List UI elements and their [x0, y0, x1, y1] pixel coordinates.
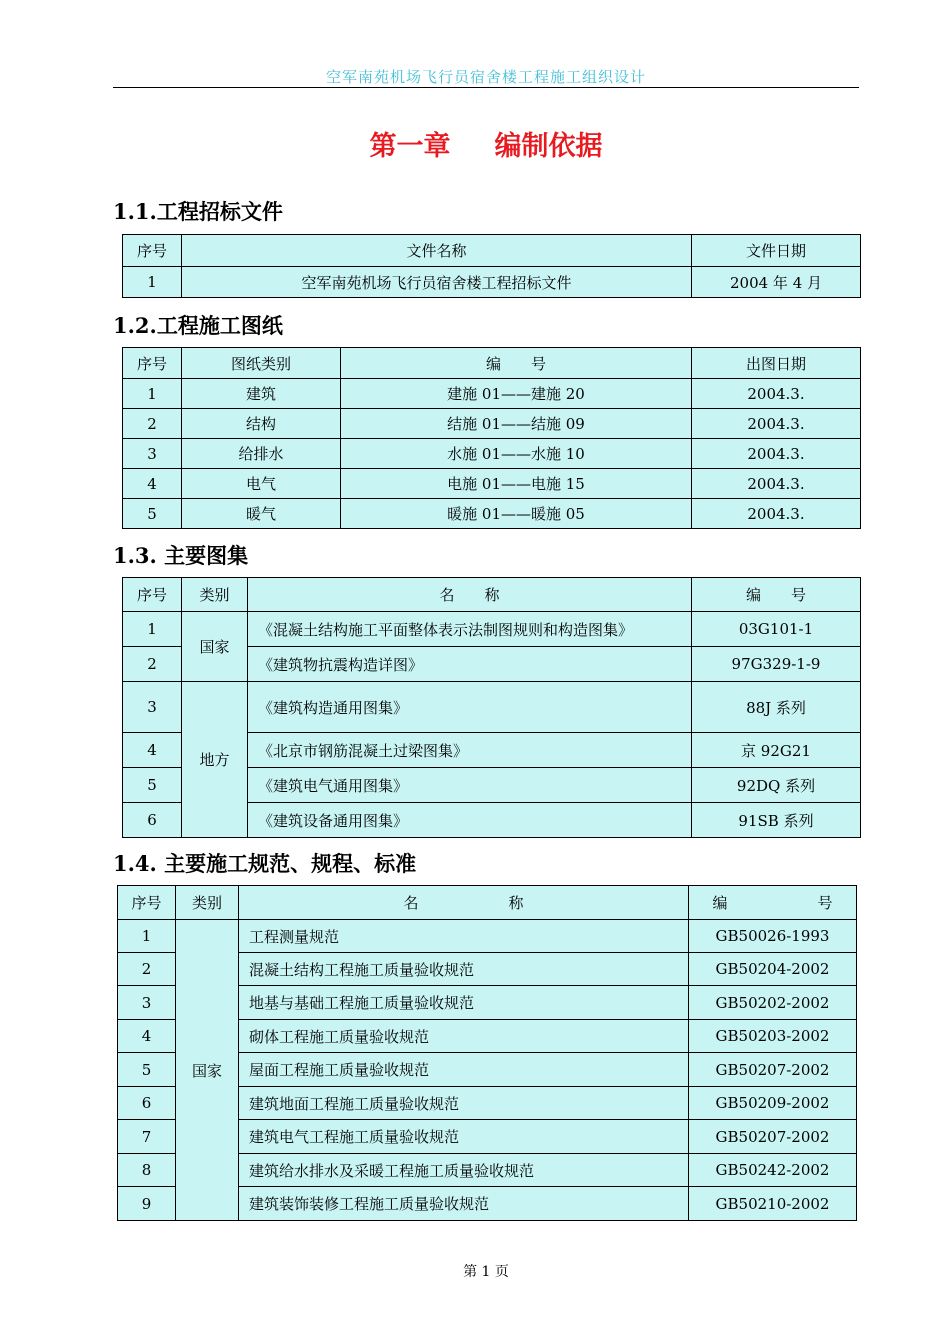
standard-name: 混凝土结构工程施工质量验收规范: [239, 953, 689, 986]
table-row: [118, 920, 857, 953]
drawing-date: 2004.3.: [692, 469, 861, 499]
atlas-name: 《建筑设备通用图集》: [248, 803, 692, 838]
row-number: 6: [123, 803, 182, 838]
chapter-title: [113, 124, 859, 163]
table-row: [123, 379, 861, 409]
row-number: 1: [123, 612, 182, 647]
standard-name: 工程测量规范: [239, 920, 689, 953]
table-header-row: [123, 235, 861, 267]
chapter-name: 编制依据: [494, 131, 603, 162]
header-rule: [113, 87, 859, 88]
document-name: 空军南苑机场飞行员宿舍楼工程招标文件: [182, 267, 692, 298]
row-number: 8: [118, 1154, 176, 1187]
standard-code: GB50204-2002: [689, 953, 857, 986]
table-row: [123, 409, 861, 439]
atlas-name: 《建筑构造通用图集》: [248, 682, 692, 733]
drawing-code: 水施 01——水施 10: [341, 439, 692, 469]
column-header: 文件名称: [182, 235, 692, 267]
table-row: [123, 439, 861, 469]
drawing-date: 2004.3.: [692, 439, 861, 469]
column-header: 名 称: [239, 886, 689, 920]
bid-documents-table: [122, 234, 861, 298]
row-number: 4: [118, 1020, 176, 1053]
drawing-type: 电气: [182, 469, 341, 499]
standard-name: 砌体工程施工质量验收规范: [239, 1020, 689, 1053]
column-header: 编 号: [692, 578, 861, 612]
column-header: 类别: [176, 886, 239, 920]
row-number: 5: [123, 768, 182, 803]
standard-name: 屋面工程施工质量验收规范: [239, 1053, 689, 1087]
standard-name: 建筑装饰装修工程施工质量验收规范: [239, 1187, 689, 1221]
row-number: 1: [123, 267, 182, 298]
atlas-code: 88J 系列: [692, 682, 861, 733]
row-number: 4: [123, 733, 182, 768]
row-number: 5: [123, 499, 182, 529]
column-header: 类别: [182, 578, 248, 612]
atlas-code: 97G329-1-9: [692, 647, 861, 682]
atlas-name: 《建筑电气通用图集》: [248, 768, 692, 803]
column-header: 序号: [118, 886, 176, 920]
standard-code: GB50026-1993: [689, 920, 857, 953]
section-heading-1-4: 1.4. 主要施工规范、规程、标准: [113, 851, 417, 876]
section-heading-1-3: 1.3. 主要图集: [113, 543, 249, 568]
standard-code: GB50207-2002: [689, 1120, 857, 1154]
chapter-number: 第一章: [369, 131, 451, 162]
column-header: 编 号: [341, 348, 692, 379]
standard-name: 建筑给水排水及采暖工程施工质量验收规范: [239, 1154, 689, 1187]
table-row: [123, 499, 861, 529]
column-header: 序号: [123, 578, 182, 612]
standard-code: GB50210-2002: [689, 1187, 857, 1221]
drawing-type: 建筑: [182, 379, 341, 409]
row-number: 5: [118, 1053, 176, 1087]
row-number: 6: [118, 1087, 176, 1120]
row-number: 1: [123, 379, 182, 409]
atlas-name: 《建筑物抗震构造详图》: [248, 647, 692, 682]
drawing-code: 电施 01——电施 15: [341, 469, 692, 499]
standard-name: 建筑电气工程施工质量验收规范: [239, 1120, 689, 1154]
drawing-code: 暖施 01——暖施 05: [341, 499, 692, 529]
column-header: 编 号: [689, 886, 857, 920]
standards-table: [117, 885, 857, 1221]
drawing-type: 结构: [182, 409, 341, 439]
page-header: 空军南苑机场飞行员宿舍楼工程施工组织设计: [325, 68, 646, 86]
column-header: 序号: [123, 348, 182, 379]
column-header: 文件日期: [692, 235, 861, 267]
standard-name: 地基与基础工程施工质量验收规范: [239, 986, 689, 1020]
column-header: 出图日期: [692, 348, 861, 379]
drawing-type: 给排水: [182, 439, 341, 469]
drawing-code: 结施 01——结施 09: [341, 409, 692, 439]
row-number: 2: [118, 953, 176, 986]
section-heading-1-2: 1.2.工程施工图纸: [113, 313, 283, 338]
row-number: 9: [118, 1187, 176, 1221]
drawing-code: 建施 01——建施 20: [341, 379, 692, 409]
page-number: 第 1 页: [463, 1264, 509, 1280]
column-header: 名 称: [248, 578, 692, 612]
table-header-row: [118, 886, 857, 920]
column-header: 序号: [123, 235, 182, 267]
row-number: 2: [123, 409, 182, 439]
standard-code: GB50209-2002: [689, 1087, 857, 1120]
table-row: [123, 682, 861, 733]
atlas-name: 《北京市钢筋混凝土过梁图集》: [248, 733, 692, 768]
atlas-code: 91SB 系列: [692, 803, 861, 838]
category-cell: 国家: [176, 920, 239, 1221]
category-cell: 国家: [182, 612, 248, 682]
atlas-code: 92DQ 系列: [692, 768, 861, 803]
atlas-name: 《混凝土结构施工平面整体表示法制图规则和构造图集》: [248, 612, 692, 647]
section-heading-1-1: 1.1.工程招标文件: [113, 199, 283, 224]
atlas-code: 03G101-1: [692, 612, 861, 647]
atlas-table: [122, 577, 861, 838]
row-number: 2: [123, 647, 182, 682]
standard-code: GB50207-2002: [689, 1053, 857, 1087]
atlas-code: 京 92G21: [692, 733, 861, 768]
row-number: 3: [123, 439, 182, 469]
standard-code: GB50242-2002: [689, 1154, 857, 1187]
row-number: 7: [118, 1120, 176, 1154]
table-header-row: [123, 578, 861, 612]
drawing-date: 2004.3.: [692, 409, 861, 439]
table-row: [123, 612, 861, 647]
standard-code: GB50202-2002: [689, 986, 857, 1020]
standard-code: GB50203-2002: [689, 1020, 857, 1053]
column-header: 图纸类别: [182, 348, 341, 379]
row-number: 3: [123, 682, 182, 733]
drawing-date: 2004.3.: [692, 499, 861, 529]
document-date: 2004 年 4 月: [692, 267, 861, 298]
category-cell: 地方: [182, 682, 248, 838]
row-number: 4: [123, 469, 182, 499]
table-row: [123, 267, 861, 298]
row-number: 3: [118, 986, 176, 1020]
standard-name: 建筑地面工程施工质量验收规范: [239, 1087, 689, 1120]
drawing-date: 2004.3.: [692, 379, 861, 409]
drawing-type: 暖气: [182, 499, 341, 529]
table-row: [123, 469, 861, 499]
row-number: 1: [118, 920, 176, 953]
table-header-row: [123, 348, 861, 379]
drawings-table: [122, 347, 861, 529]
